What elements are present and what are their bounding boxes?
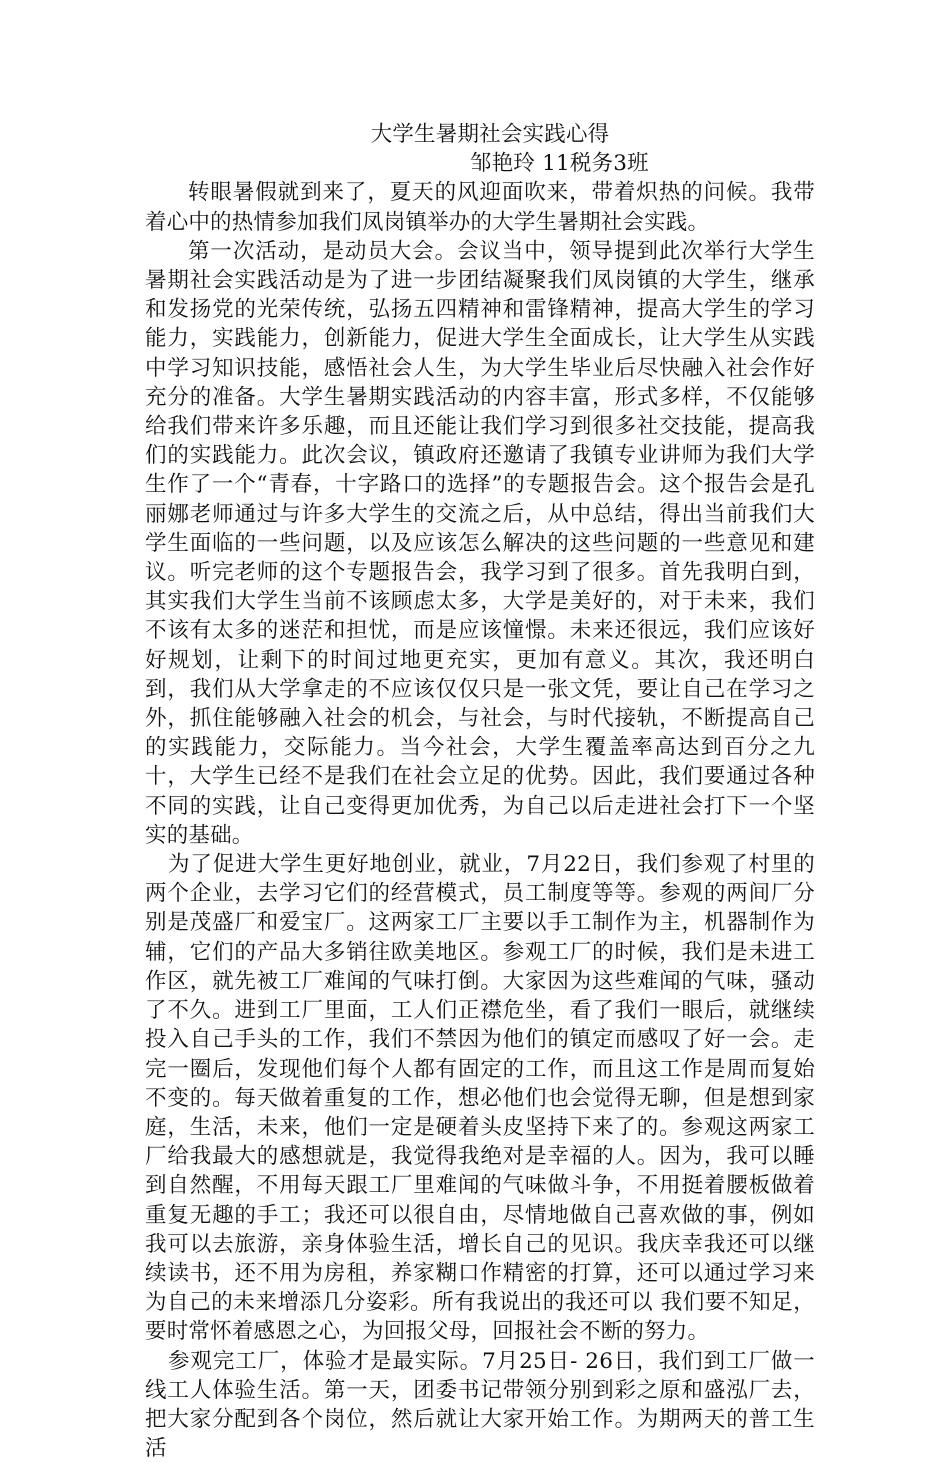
document-body <box>145 120 815 1463</box>
paragraph-mobilization-meeting: 第一次活动，是动员大会。会议当中，领导提到此次举行大学生暑期社会实践活动是为了进一步团结凝聚我们凤岗镇的大学生，继承和发扬党的光荣传统，弘扬五四精神和雷锋精神，提高大学生的学习能力，实践能力，创新能力，促进大学生全面成长，让大学生从实践中学习知识技能，感悟社会人生，为大学生毕业后尽快融入社会作好充分的准备。大学生暑期实践活动的内容丰富，形式多样，不仅能够给我们带来许多乐趣，而且还能让我们学习到很多社交技能，提高我们的实践能力。此次会议，镇政府还邀请了我镇专业讲师为我们大学生作了一个“青春，十字路口的选择”的专题报告会。这个报告会是孔丽娜老师通过与许多大学生的交流之后，从中总结，得出当前我们大学生面临的一些问题，以及应该怎么解决的这些问题的一些意见和建议。听完老师的这个专题报告会，我学习到了很多。首先我明白到，其实我们大学生当前不该顾虑太多，大学是美好的，对于未来，我们不该有太多的迷茫和担忧，而是应该憧憬。未来还很远，我们应该好好规划，让剩下的时间过地更充实，更加有意义。其次，我还明白到，我们从大学拿走的不应该仅仅只是一张文凭，要让自己在学习之外，抓住能够融入社会的机会，与社会，与时代接轨，不断提高自己的实践能力，交际能力。当今社会，大学生覆盖率高达到百分之九十，大学生已经不是我们在社会立足的优势。因此，我们要通过各种不同的实践，让自己变得更加优秀，为自己以后走进社会打下一个坚实的基础。 <box>145 238 815 848</box>
paragraph-factory-work: 参观完工厂，体验才是最实际。7月25日- 26日，我们到工厂做一线工人体验生活。第一天，团委书记带领分别到彩之原和盛泓厂去，把大家分配到各个岗位，然后就让大家开始工作。为期两天的普工生活 <box>145 1348 815 1462</box>
paragraph-factory-visit: 为了促进大学生更好地创业，就业，7月22日，我们参观了村里的两个企业，去学习它们的经营模式，员工制度等等。参观的两间厂分别是茂盛厂和爱宝厂。这两家工厂主要以手工制作为主，机器制作为辅，它们的产品大多销往欧美地区。参观工厂的时候，我们是未进工作区，就先被工厂难闻的气味打倒。大家因为这些难闻的气味，骚动了不久。进到工厂里面，工人们正襟危坐，看了我们一眼后，就继续投入自己手头的工作，我们不禁因为他们的镇定而感叹了好一会。走完一圈后，发现他们每个人都有固定的工作，而且这工作是周而复始不变的。每天做着重复的工作，想必他们也会觉得无聊，但是想到家庭，生活，未来，他们一定是硬着头皮坚持下来了的。参观这两家工厂给我最大的感想就是，我觉得我绝对是幸福的人。因为，我可以睡到自然醒，不用每天跟工厂里难闻的气味做斗争，不用挺着腰板做着重复无趣的手工；我还可以很自由，尽情地做自己喜欢做的事，例如我可以去旅游，亲身体验生活，增长自己的见识。我庆幸我还可以继续读书，还不用为房租，养家糊口作精密的打算，还可以通过学习来为自己的未来增添几分姿彩。所有我说出的我还可以 我们要不知足，要时常怀着感恩之心，为回报父母，回报社会不断的努力。 <box>145 852 815 1345</box>
paragraph-intro: 转眼暑假就到来了，夏天的风迎面吹来，带着炽热的问候。我带着心中的热情参加我们凤岗镇举办的大学生暑期社会实践。 <box>145 180 815 235</box>
author-line: 邹艳玲 11税务3班 <box>470 151 649 177</box>
document-title: 大学生暑期社会实践心得 <box>370 122 610 147</box>
